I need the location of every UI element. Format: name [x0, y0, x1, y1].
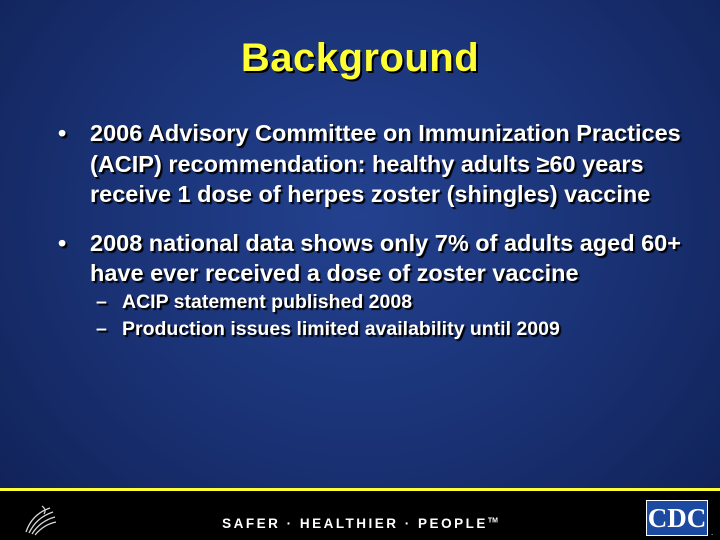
bullet-marker: •: [58, 229, 67, 256]
bullet-item: [58, 118, 698, 210]
bullet-text: 2006 Advisory Committee on Immunization Practices (ACIP) recommendation: healthy adults ≥60 years receive 1 dose of herpes zoster (shingles) vaccine: [90, 120, 681, 207]
bullet-item: [58, 228, 698, 289]
cdc-logo-text: CDC: [647, 502, 707, 533]
footer-tagline: [0, 516, 720, 531]
trademark-mark: TM: [487, 517, 498, 525]
tagline-text: SAFER · HEALTHIER · PEOPLE: [222, 516, 488, 531]
slide-content: [58, 118, 698, 343]
sub-bullet-marker: –: [96, 290, 107, 313]
cdc-logo: [646, 500, 708, 536]
sub-bullet-list: [90, 289, 698, 343]
sub-bullet-text: Production issues limited availability until 2009: [122, 317, 560, 340]
bullet-marker: •: [58, 120, 67, 146]
sub-bullet-item: [90, 289, 698, 316]
sub-bullet-text: ACIP statement published 2008: [122, 290, 413, 313]
logo-dot-icon: .: [711, 528, 714, 537]
sub-bullet-item: [90, 316, 698, 343]
slide-title: Background: [240, 36, 480, 80]
bullet-text: 2008 national data shows only 7% of adults aged 60+ have ever received a dose of zoster vaccine: [90, 229, 681, 286]
sub-bullet-marker: –: [96, 317, 107, 340]
